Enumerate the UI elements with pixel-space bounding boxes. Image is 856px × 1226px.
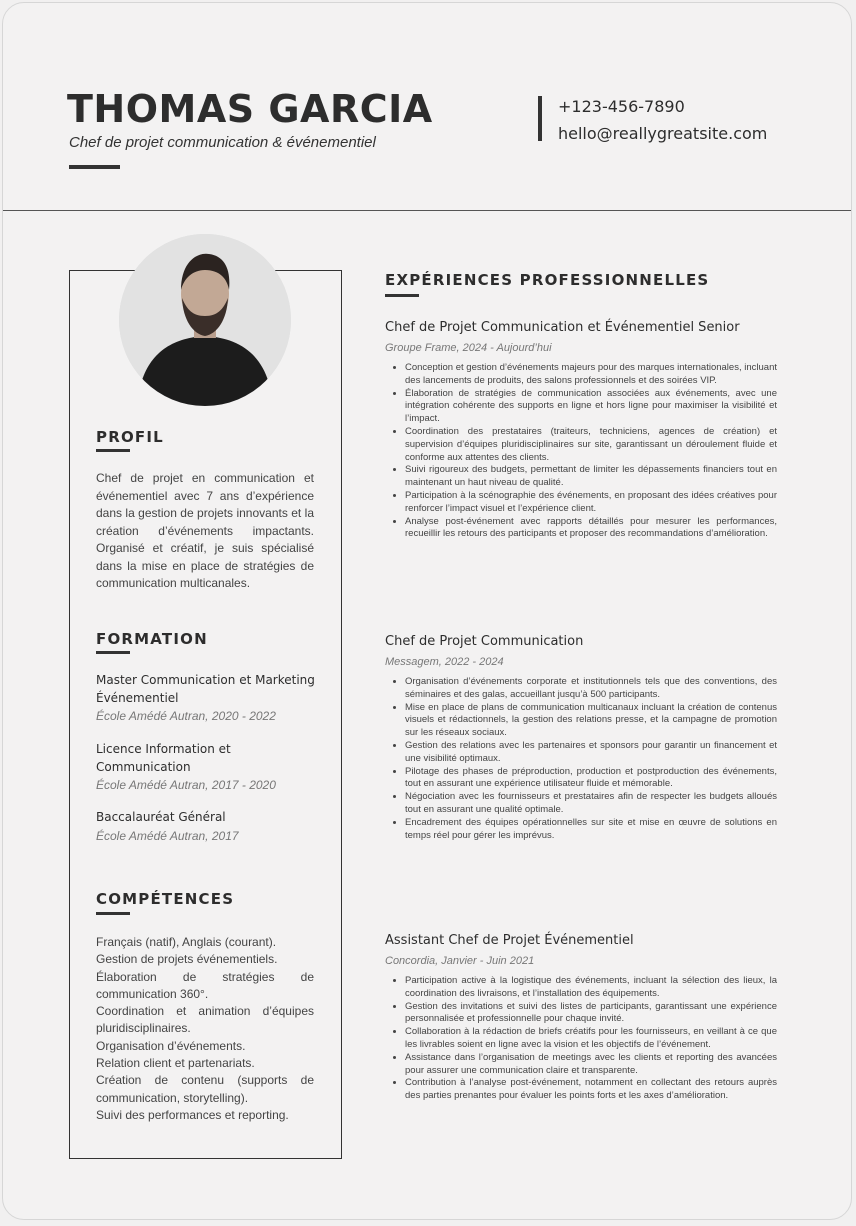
job-title: Chef de Projet Communication: [385, 634, 584, 649]
job-bullet: • Mise en place de plans de communication multicanaux incluant la création de contenus visuels et rédactionnels, la gestion des relations presse, et la campagne de promotion sur les réseaux sociaux.: [405, 702, 777, 740]
skill-item: Relation client et partenariats.: [96, 1056, 255, 1071]
education-heading: FORMATION: [96, 630, 208, 648]
job-bullet: • Participation à la scénographie des événements, en proposant des idées créatives pour renforcer l’impact visuel et l’expérience client.: [405, 490, 777, 516]
skills-heading: COMPÉTENCES: [96, 890, 235, 908]
job-bullet: • Encadrement des équipes opérationnelles sur site et mise en œuvre de solutions en temps réel pour gérer les imprévus.: [405, 817, 777, 843]
job-bullet: • Gestion des relations avec les partenaires et sponsors pour garantir un financement et une visibilité optimaux.: [405, 740, 777, 766]
education-degree: Master Communication et Marketing Événementiel: [96, 673, 315, 705]
contact-email: hello@reallygreatsite.com: [558, 124, 768, 143]
skill-item: Gestion de projets événementiels.: [96, 952, 278, 967]
name-underline: [69, 165, 120, 169]
candidate-name: THOMAS GARCIA: [67, 87, 433, 131]
profile-text: Chef de projet en communication et événementiel avec 7 ans d’expérience dans la gestion de projets innovants et la création d’événements impactants. Organisé et créatif, je suis spécialisé dans la mise en place de stratégies de communication multicanales.: [96, 471, 314, 590]
skills-list: [96, 934, 314, 1124]
job-bullet: • Conception et gestion d’événements majeurs pour des marques internationales, incluant des lancements de produits, des salons professionnels et des soirées VIP.: [405, 362, 777, 388]
skills-heading-underline: [96, 912, 130, 915]
experience-heading-underline: [385, 294, 419, 297]
education-heading-underline: [96, 651, 130, 654]
job-bullet: • Collaboration à la rédaction de briefs créatifs pour les fournisseurs, en veillant à ce que les livrables soient en ligne avec la vision et les objectifs de l’événement.: [405, 1026, 777, 1052]
profile-heading: PROFIL: [96, 428, 164, 446]
education-item: [96, 809, 321, 845]
job-bullets: [385, 676, 777, 842]
education-school: École Amédé Autran, 2017: [96, 828, 239, 843]
education-school: École Amédé Autran, 2017 - 2020: [96, 778, 276, 792]
profile-photo-illustration: [119, 234, 291, 406]
contact-divider: [538, 96, 542, 141]
job-entry: [385, 932, 777, 1103]
experience-heading: EXPÉRIENCES PROFESSIONNELLES: [385, 271, 710, 289]
education-school: École Amédé Autran, 2020 - 2022: [96, 709, 276, 723]
job-bullets: [385, 362, 777, 541]
job-bullet: • Négociation avec les fournisseurs et prestataires afin de respecter les budgets alloués tout en assurant une qualité optimale.: [405, 791, 777, 817]
skill-item: Suivi des performances et reporting.: [96, 1107, 289, 1122]
job-bullet: • Coordination des prestataires (traiteurs, techniciens, agences de création) et supervision d’équipes pluridisciplinaires sur site, garantissant un déroulement fluide et conforme aux attentes des clients.: [405, 426, 777, 464]
skill-item: Coordination et animation d’équipes pluridisciplinaires.: [96, 1004, 314, 1036]
job-title: Chef de Projet Communication et Événementiel Senior: [385, 320, 740, 335]
profile-photo: [119, 234, 291, 406]
job-bullet: • Assistance dans l’organisation de meetings avec les clients et reporting des avancées pour assurer une communication claire et transparente.: [405, 1052, 777, 1078]
job-bullet: • Pilotage des phases de préproduction, production et postproduction des événements, tout en assurant une expérience utilisateur fluide et mémorable.: [405, 766, 777, 792]
job-bullet: • Gestion des invitations et suivi des listes de participants, garantissant une expérience personnalisée et professionnelle pour chaque invité.: [405, 1001, 777, 1027]
job-bullet: • Organisation d’événements corporate et institutionnels tels que des conventions, des séminaires et des galas, accueillant jusqu’à 500 participants.: [405, 676, 777, 702]
skill-item: Élaboration de stratégies de communication 360°.: [96, 969, 314, 1001]
skill-item: Français (natif), Anglais (courant).: [96, 935, 277, 949]
job-title: Assistant Chef de Projet Événementiel: [385, 933, 634, 948]
education-item: [96, 672, 321, 725]
education-degree: Licence Information et Communication: [96, 742, 231, 774]
profile-heading-underline: [96, 449, 130, 452]
education-degree: Baccalauréat Général: [96, 810, 226, 824]
job-bullet: • Contribution à l’analyse post-événement, notamment en collectant des retours auprès des parties prenantes pour évaluer les points forts et les axes d’amélioration.: [405, 1077, 777, 1103]
skill-item: Création de contenu (supports de communication, storytelling).: [96, 1073, 314, 1105]
resume-page: [2, 2, 852, 1220]
job-company-dates: Concordia, Janvier - Juin 2021: [385, 955, 535, 967]
skill-item: Organisation d’événements.: [96, 1038, 246, 1053]
job-company-dates: Messagem, 2022 - 2024: [385, 656, 504, 668]
job-entry: [385, 319, 777, 541]
education-item: [96, 741, 321, 794]
resume-header: [3, 3, 851, 211]
job-bullet: • Participation active à la logistique des événements, incluant la sélection des lieux, la coordination des livraisons, et l’installation des équipements.: [405, 975, 777, 1001]
job-bullet: • Suivi rigoureux des budgets, permettant de limiter les dépassements financiers tout en maintenant un haut niveau de qualité.: [405, 464, 777, 490]
contact-phone: +123-456-7890: [558, 97, 685, 116]
job-bullet: • Élaboration de stratégies de communication associées aux événements, avec une intégration cohérente des supports en ligne et hors ligne pour maximiser la visibilité et l’impact.: [405, 388, 777, 426]
job-entry: [385, 633, 777, 842]
job-bullets: [385, 975, 777, 1103]
job-company-dates: Groupe Frame, 2024 - Aujourd’hui: [385, 342, 552, 354]
candidate-role: Chef de projet communication & événementiel: [69, 134, 376, 151]
job-bullet: • Analyse post-événement avec rapports détaillés pour mesurer les performances, recueillir les retours des participants et proposer des recommandations d’amélioration.: [405, 516, 777, 542]
